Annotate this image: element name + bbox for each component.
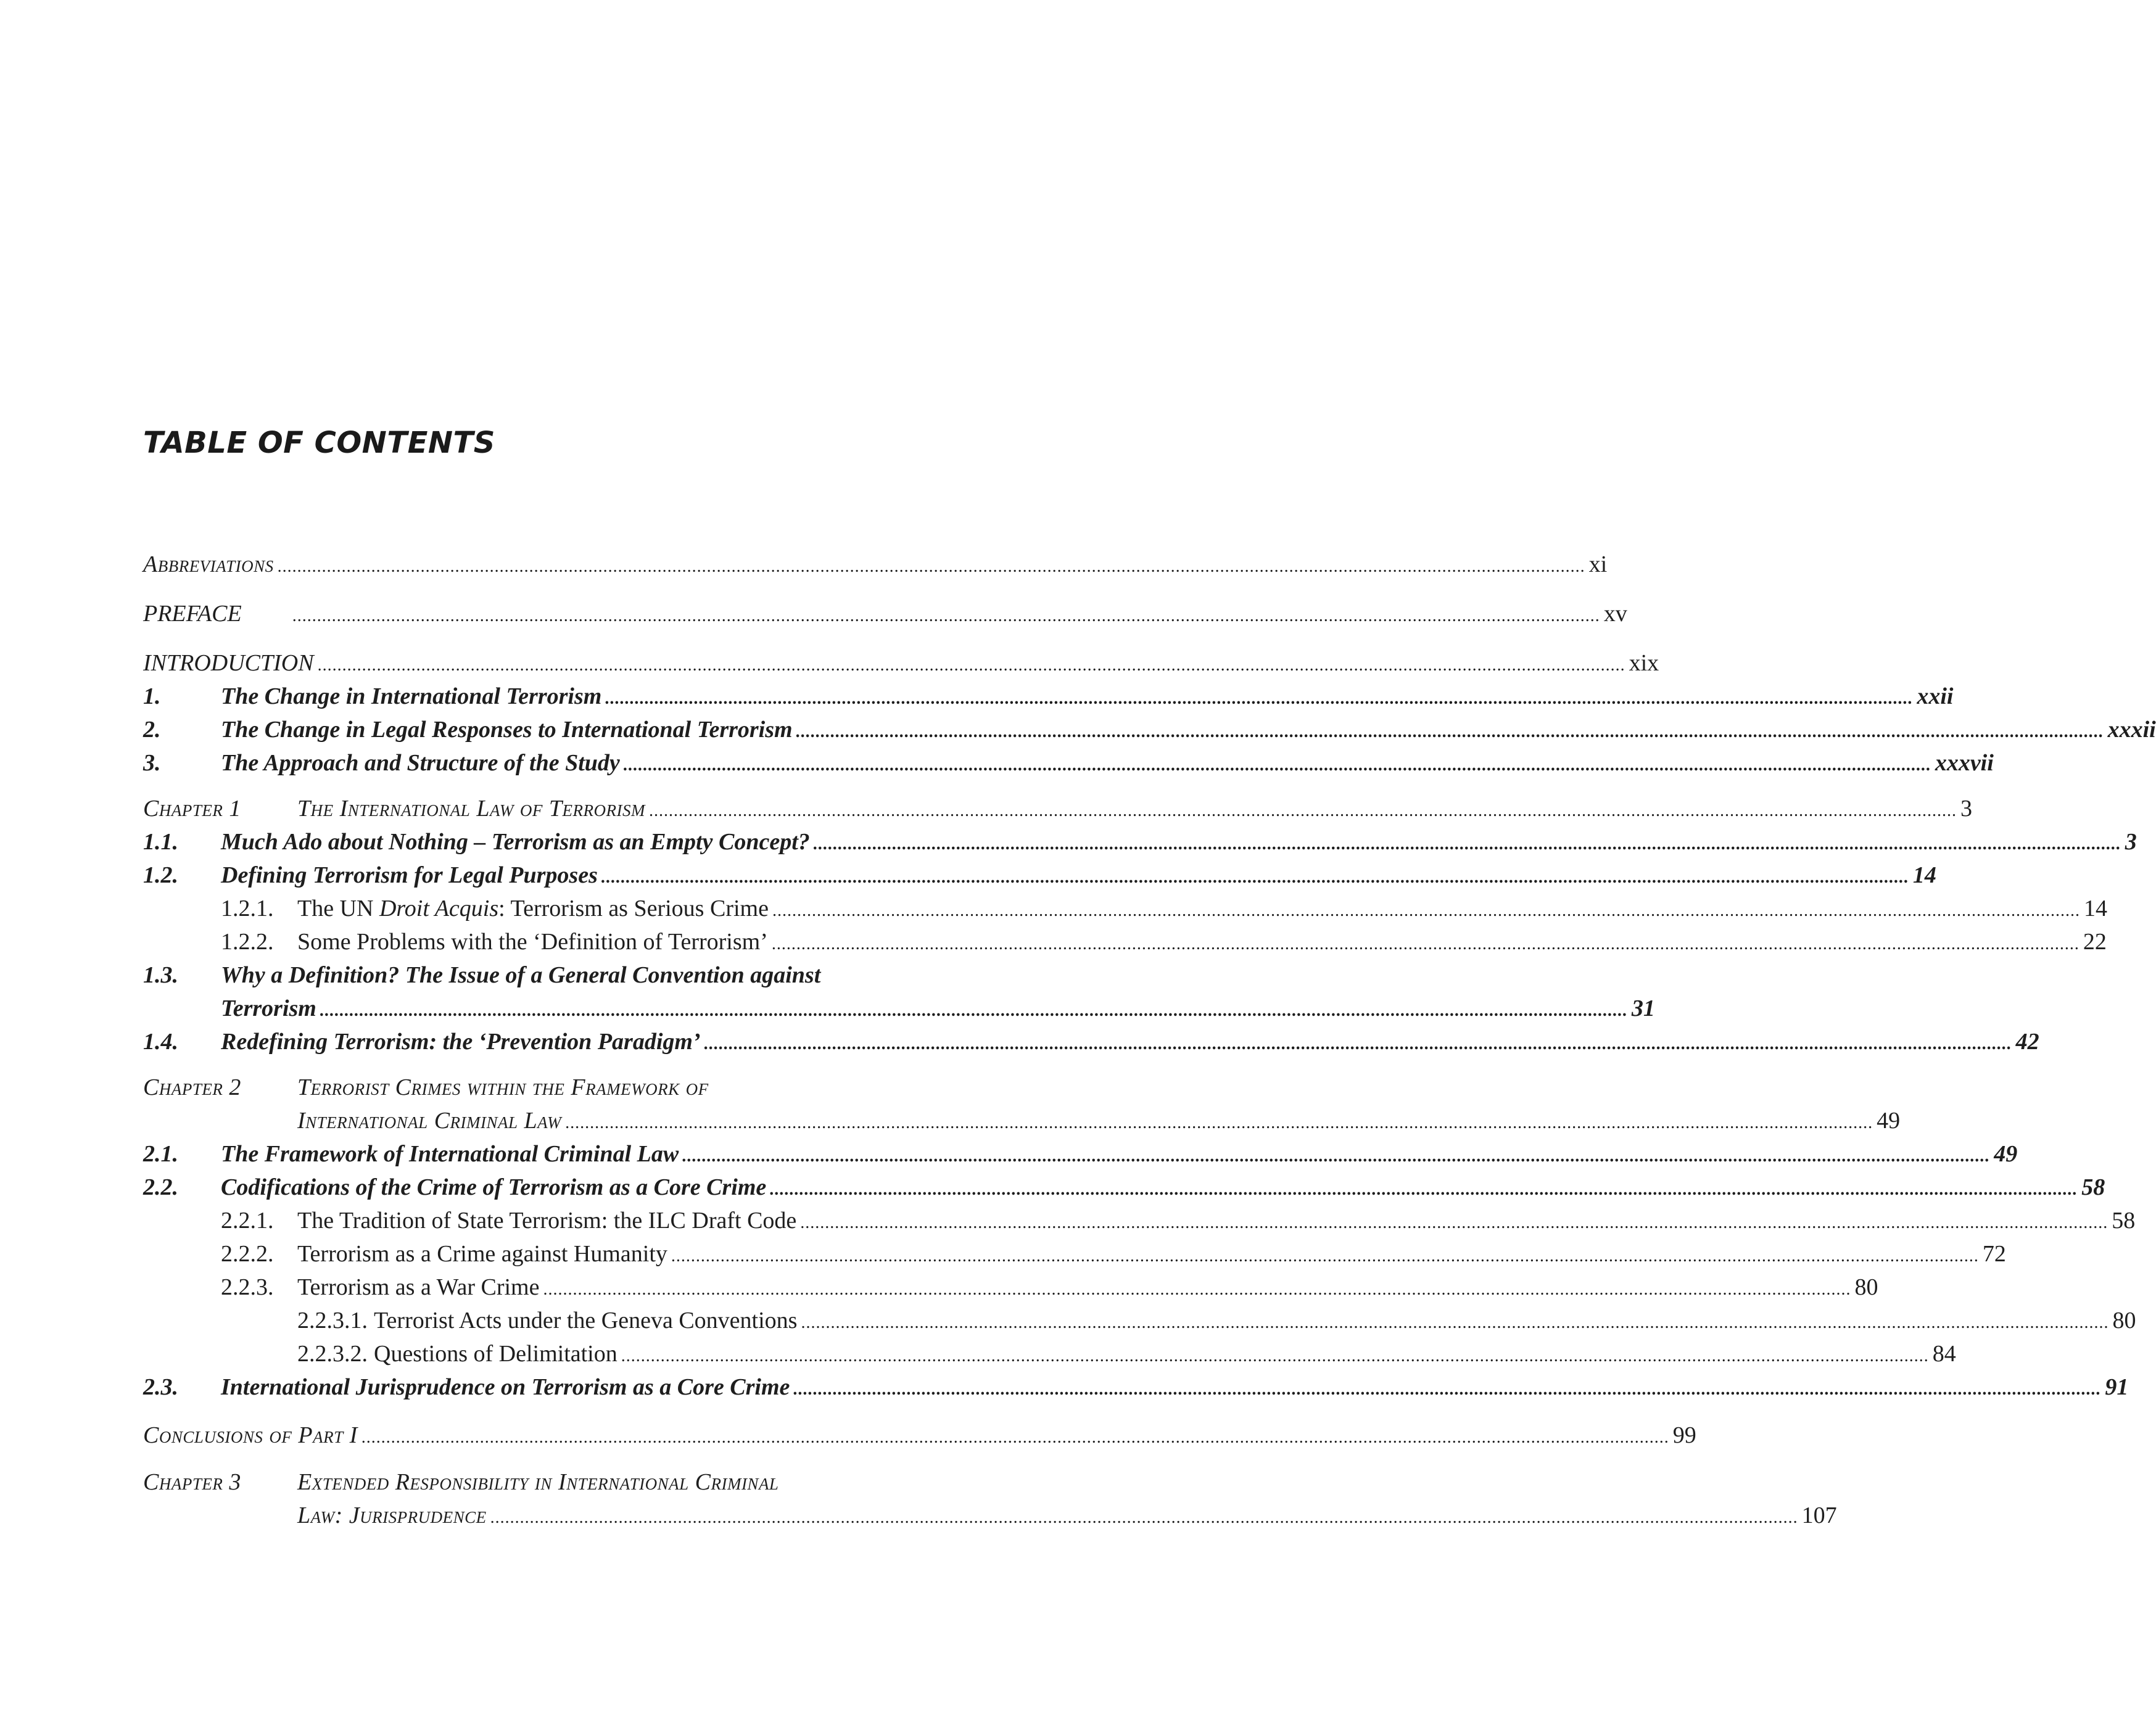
toc-page-number: xi bbox=[1588, 551, 1608, 577]
toc-entry-title: The UN Droit Acquis: Terrorism as Serious Crime bbox=[297, 896, 769, 921]
dot-leader bbox=[772, 929, 2080, 960]
toc-entry-number: 1.2.1. bbox=[221, 896, 274, 921]
toc-entry-section[interactable] bbox=[143, 748, 1994, 778]
toc-entry-title: Codifications of the Crime of Terrorism as a Core Crime bbox=[221, 1174, 767, 1200]
toc-chapter-label: Chapter 3 bbox=[143, 1469, 241, 1495]
dot-leader bbox=[796, 717, 2104, 748]
toc-entry-number: 2.2. bbox=[143, 1174, 178, 1200]
toc-entry-title: Why a Definition? The Issue of a General Convention against bbox=[221, 962, 821, 988]
toc-chapter-label: Chapter 1 bbox=[143, 796, 241, 822]
toc-entry-section[interactable] bbox=[143, 1372, 2129, 1403]
emphasis-text: Droit Acquis bbox=[379, 896, 499, 921]
toc-page-number: 58 bbox=[2081, 1174, 2105, 1200]
toc-page-number: 84 bbox=[1932, 1341, 1956, 1367]
dot-leader bbox=[770, 1174, 2078, 1205]
dot-leader bbox=[605, 683, 1913, 714]
toc-entry-subsection[interactable] bbox=[143, 893, 2107, 924]
toc-entry-title: Terrorism as a Crime against Humanity bbox=[297, 1241, 667, 1267]
dot-leader bbox=[318, 650, 1625, 681]
toc-entry-abbreviations[interactable] bbox=[143, 549, 1608, 580]
dot-leader bbox=[624, 750, 1931, 781]
toc-page-number: 3 bbox=[1960, 796, 1973, 822]
toc-entry-title: Conclusions of Part I bbox=[143, 1422, 358, 1448]
toc-entry-title: The International Law of Terrorism bbox=[297, 796, 646, 822]
toc-entry-title: PREFACE bbox=[143, 601, 242, 627]
dot-leader bbox=[682, 1141, 1990, 1172]
toc-entry-section[interactable] bbox=[143, 1139, 2018, 1169]
dot-leader bbox=[793, 1374, 2101, 1405]
dot-leader bbox=[601, 862, 1909, 893]
toc-entry-number: 2.2.3.2. bbox=[297, 1341, 368, 1367]
toc-entry-title-continued: Terrorism bbox=[221, 995, 316, 1021]
dot-leader bbox=[800, 1208, 2108, 1238]
toc-page-number: 42 bbox=[2015, 1029, 2039, 1055]
toc-entry-title: The Approach and Structure of the Study bbox=[221, 750, 620, 776]
toc-entry-number: 1.2.2. bbox=[221, 929, 274, 955]
toc-entry-title: Terrorism as a War Crime bbox=[297, 1274, 540, 1300]
dot-leader bbox=[292, 601, 1600, 632]
dot-leader bbox=[649, 796, 1957, 826]
toc-entry-title: Extended Responsibility in International Criminal bbox=[297, 1469, 779, 1495]
toc-entry-section-continued[interactable] bbox=[143, 993, 1655, 1024]
dot-leader bbox=[772, 896, 2080, 926]
toc-entry-title: Terrorist Acts under the Geneva Conventions bbox=[374, 1308, 798, 1333]
toc-entry-number: 1.1. bbox=[143, 829, 178, 855]
toc-entry-number: 2.2.1. bbox=[221, 1208, 274, 1234]
toc-page-number: 107 bbox=[1801, 1502, 1837, 1528]
toc-entry-title: The Change in International Terrorism bbox=[221, 683, 602, 709]
toc-entry-subsubsection[interactable] bbox=[143, 1338, 1956, 1369]
dot-leader bbox=[320, 995, 1628, 1026]
toc-entry-title: The Framework of International Criminal Law bbox=[221, 1141, 679, 1167]
toc-entry-number: 1.4. bbox=[143, 1029, 178, 1055]
toc-entry-title: The Change in Legal Responses to International Terrorism bbox=[221, 717, 793, 743]
toc-entry-chapter-continued[interactable] bbox=[143, 1105, 1901, 1136]
toc-entry-number: 2.3. bbox=[143, 1374, 178, 1400]
toc-entry-title: Abbreviations bbox=[143, 551, 274, 577]
toc-chapter-label: Chapter 2 bbox=[143, 1074, 241, 1100]
toc-entry-number: 1.2. bbox=[143, 862, 178, 888]
toc-page-number: xxii bbox=[1917, 683, 1954, 709]
table-of-contents bbox=[143, 0, 2156, 1735]
toc-entry-subsubsection[interactable] bbox=[143, 1305, 2136, 1336]
toc-entry-title: Defining Terrorism for Legal Purposes bbox=[221, 862, 598, 888]
toc-page-number: 72 bbox=[1982, 1241, 2006, 1267]
toc-entry-section[interactable] bbox=[143, 1172, 2105, 1203]
toc-page-number: 80 bbox=[2112, 1308, 2136, 1333]
toc-page-number: xv bbox=[1603, 601, 1627, 627]
toc-page-number: xxxii bbox=[2107, 717, 2156, 743]
dot-leader bbox=[621, 1341, 1929, 1372]
toc-page-number: 14 bbox=[2083, 896, 2107, 921]
toc-entry-preface[interactable] bbox=[143, 598, 1627, 629]
toc-entry-title: Redefining Terrorism: the ‘Prevention Paradigm’ bbox=[221, 1029, 701, 1055]
dot-leader bbox=[361, 1422, 1669, 1453]
toc-entry-chapter[interactable] bbox=[143, 793, 1973, 824]
toc-page-number: 58 bbox=[2112, 1208, 2136, 1234]
toc-entry-section[interactable] bbox=[143, 1026, 2039, 1057]
dot-leader bbox=[801, 1308, 2109, 1338]
toc-entry-section[interactable] bbox=[143, 960, 1002, 991]
toc-page-number: 91 bbox=[2105, 1374, 2129, 1400]
toc-entry-subsection[interactable] bbox=[143, 1205, 2136, 1236]
dot-leader bbox=[814, 829, 2121, 860]
toc-entry-chapter[interactable] bbox=[143, 1072, 1002, 1103]
toc-entry-title: Terrorist Crimes within the Framework of bbox=[297, 1074, 709, 1100]
toc-entry-title: Some Problems with the ‘Definition of Terrorism’ bbox=[297, 929, 768, 955]
dot-leader bbox=[278, 551, 1585, 582]
toc-page-number: 14 bbox=[1912, 862, 1936, 888]
toc-entry-section[interactable] bbox=[143, 714, 2156, 745]
toc-page-number: xix bbox=[1629, 650, 1659, 676]
toc-entry-subsection[interactable] bbox=[143, 1272, 1878, 1303]
toc-entry-number: 1. bbox=[143, 683, 161, 709]
dot-leader bbox=[490, 1502, 1798, 1533]
toc-page-number: 99 bbox=[1672, 1422, 1696, 1448]
toc-entry-chapter-continued[interactable] bbox=[143, 1500, 1837, 1531]
toc-entry-title: The Tradition of State Terrorism: the ILC Draft Code bbox=[297, 1208, 797, 1234]
dot-leader bbox=[671, 1241, 1979, 1272]
toc-entry-introduction[interactable] bbox=[143, 648, 1659, 678]
dot-leader bbox=[565, 1108, 1873, 1139]
toc-entry-subsection[interactable] bbox=[143, 926, 2107, 957]
toc-entry-chapter[interactable] bbox=[143, 1467, 1002, 1498]
toc-entry-title-continued: International Criminal Law bbox=[297, 1108, 562, 1134]
toc-page-number: 80 bbox=[1854, 1274, 1878, 1300]
toc-entry-number: 2.2.3. bbox=[221, 1274, 274, 1300]
toc-entry-section[interactable] bbox=[143, 860, 1936, 891]
toc-entry-title: Much Ado about Nothing – Terrorism as an Empty Concept? bbox=[221, 829, 810, 855]
toc-page-number: 49 bbox=[1994, 1141, 2018, 1167]
toc-entry-subsection[interactable] bbox=[143, 1238, 2006, 1269]
toc-entry-title: International Jurisprudence on Terrorism as a Core Crime bbox=[221, 1374, 790, 1400]
dot-leader bbox=[543, 1274, 1851, 1305]
toc-entry-number: 3. bbox=[143, 750, 161, 776]
toc-entry-section[interactable] bbox=[143, 826, 2137, 857]
toc-entry-number: 2. bbox=[143, 717, 161, 743]
dot-leader bbox=[704, 1029, 2012, 1060]
toc-entry-number: 1.3. bbox=[143, 962, 178, 988]
toc-page-number: 49 bbox=[1877, 1108, 1901, 1134]
toc-page-number: 31 bbox=[1631, 995, 1655, 1021]
toc-entry-title-continued: Law: Jurisprudence bbox=[297, 1502, 487, 1528]
page-title: TABLE OF CONTENTS bbox=[143, 426, 495, 460]
toc-entry-number: 2.2.2. bbox=[221, 1241, 274, 1267]
toc-entry-section[interactable] bbox=[143, 681, 1954, 712]
toc-page-number: xxxvii bbox=[1935, 750, 1994, 776]
toc-page-number: 22 bbox=[2083, 929, 2107, 955]
toc-page-number: 3 bbox=[2125, 829, 2137, 855]
toc-entry-title: INTRODUCTION bbox=[143, 650, 314, 676]
toc-entry-title: Questions of Delimitation bbox=[374, 1341, 617, 1367]
toc-entry-number: 2.2.3.1. bbox=[297, 1308, 368, 1333]
toc-entry-number: 2.1. bbox=[143, 1141, 178, 1167]
toc-entry-conclusions[interactable] bbox=[143, 1420, 1696, 1451]
